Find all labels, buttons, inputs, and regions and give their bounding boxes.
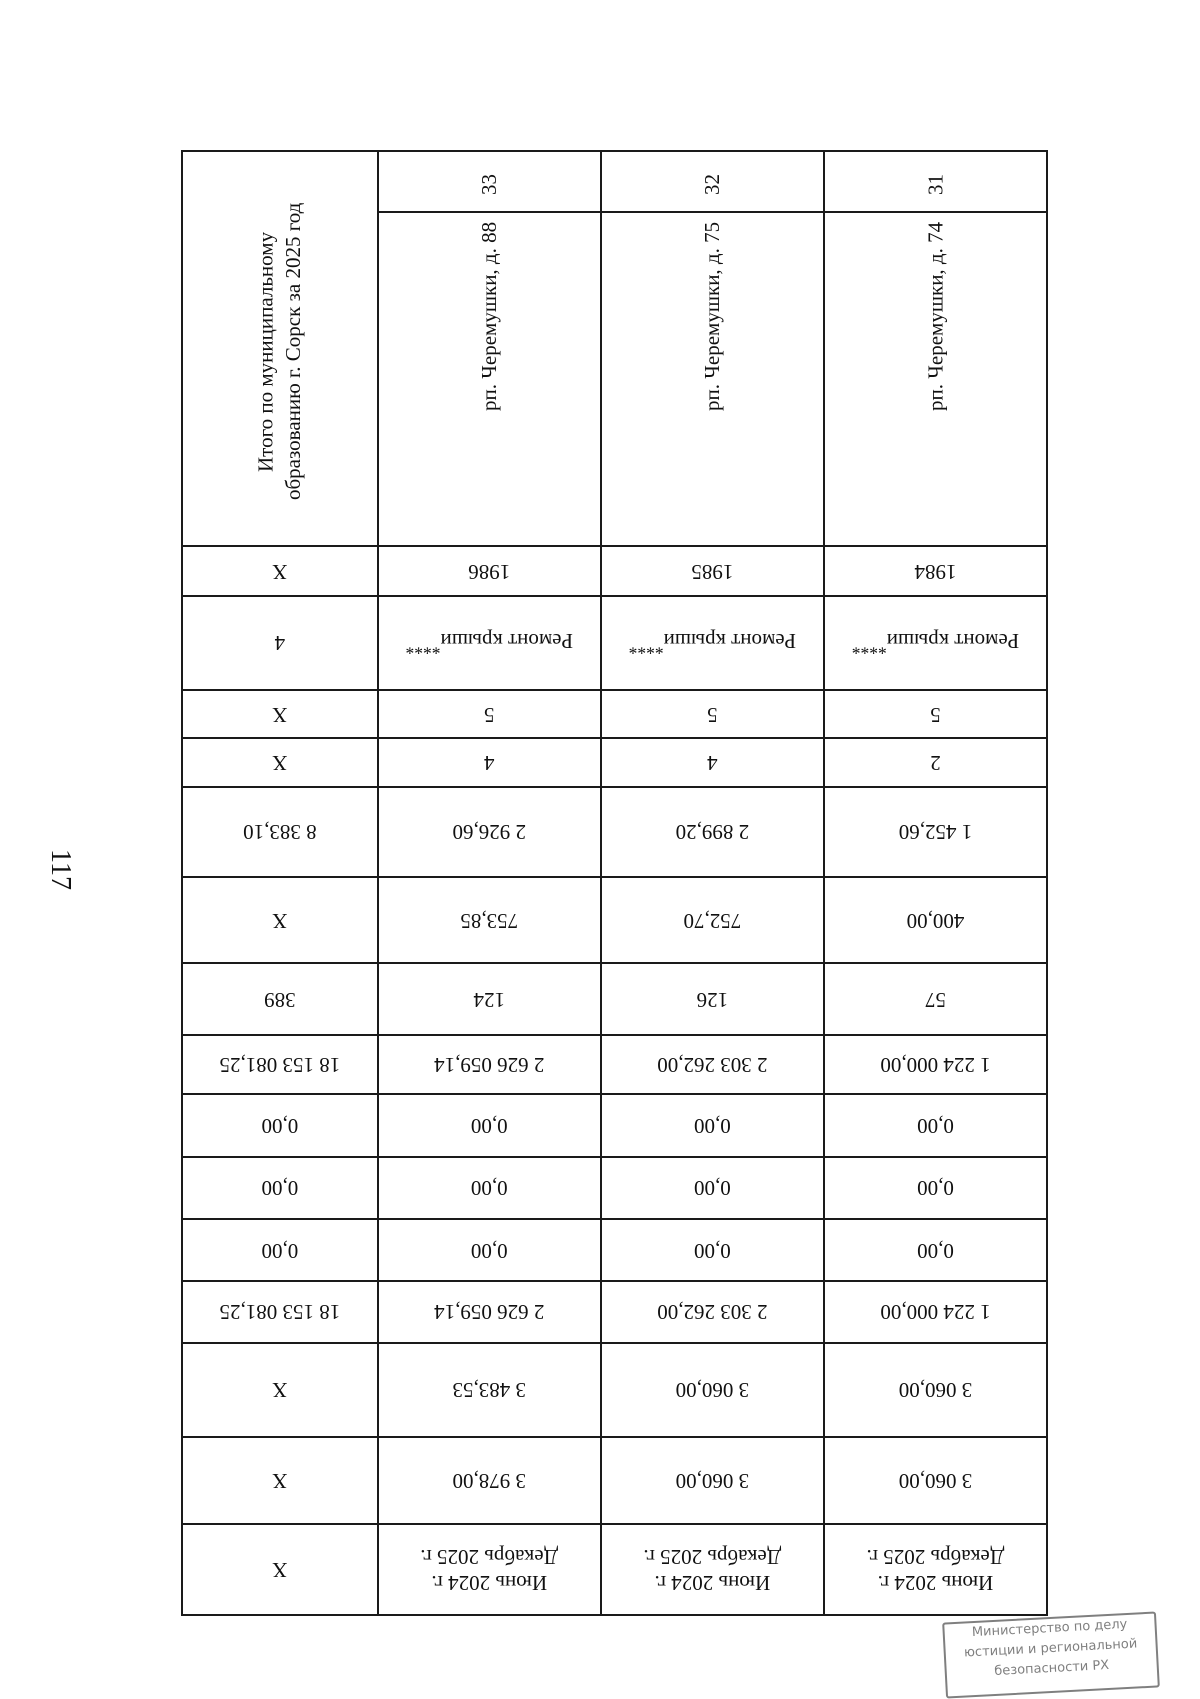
total-fund-regional-budget: 0,00: [261, 1113, 299, 1138]
row-32-residents-cell: [601, 963, 824, 1035]
total-limit-cost: X: [272, 1468, 288, 1493]
table-row-cost-total: [182, 1035, 1047, 1094]
row-31-cost-total-cell: [824, 1035, 1047, 1094]
table-row-work-type: [182, 596, 1047, 690]
total-unit-cost: X: [272, 1378, 288, 1403]
row-33-fund-regional-operator: 2 626 059,14: [434, 1300, 545, 1325]
table-row-fund-owners: [182, 1219, 1047, 1281]
total-cost-total: 18 153 081,25: [219, 1053, 341, 1078]
row-33-area-living: 753,85: [460, 908, 519, 933]
row-33-work-footnote-mark: ****: [405, 637, 441, 658]
row-31-entrances: 2: [930, 751, 941, 776]
total-fund-owners-cell: [182, 1219, 378, 1281]
row-33-residents: 124: [473, 987, 505, 1012]
row-32-entrances-cell: [601, 738, 824, 787]
row-31-period-cell: [824, 1524, 1047, 1615]
row-32-period-cell: [601, 1524, 824, 1615]
row-32-limit-cost-cell: [601, 1437, 824, 1525]
row-33-floors-cell: [378, 690, 601, 739]
total-unit-cost-cell: [182, 1343, 378, 1437]
row-31-address-cell: [824, 212, 1047, 546]
total-fund-regional-operator-cell: [182, 1281, 378, 1342]
table-row-residents: [182, 963, 1047, 1035]
row-31-limit-cost: 3 060,00: [898, 1468, 973, 1493]
row-33-fund-regional-budget: 0,00: [470, 1113, 508, 1138]
row-31-fund-owners-cell: [824, 1219, 1047, 1281]
row-32-fund-regional-budget-cell: [601, 1094, 824, 1156]
row-33-build-year: 1986: [468, 559, 511, 584]
total-area-total: 8 383,10: [243, 820, 317, 845]
total-floors: X: [272, 702, 288, 727]
total-area-living-cell: [182, 877, 378, 964]
row-33-address: рп. Черемушки, д. 88: [477, 221, 502, 411]
row-31-unit-cost: 3 060,00: [898, 1378, 973, 1403]
row-31-work-footnote-mark: ****: [851, 637, 887, 658]
row-32-work-type-cell: [601, 596, 824, 690]
total-label: Итого по муниципальному образованию г. Сорск за 2025 год: [253, 202, 305, 501]
row-33-address-cell: [378, 212, 601, 546]
row-31-residents-cell: [824, 963, 1047, 1035]
row-33-area-living-cell: [378, 877, 601, 964]
row-32-floors: 5: [707, 702, 718, 727]
total-cost-total-cell: [182, 1035, 378, 1094]
row-33-entrances: 4: [483, 751, 495, 776]
row-33-period: Июнь 2024 г. Декабрь 2025 г.: [420, 1544, 559, 1595]
row-31-number-cell: [824, 151, 1047, 212]
row-32-work-footnote-mark: ****: [628, 637, 664, 658]
row-31-build-year-cell: [824, 546, 1047, 596]
total-floors-cell: [182, 690, 378, 739]
row-32-fund-local-budget-cell: [601, 1157, 824, 1219]
row-31-area-total: 1 452,60: [898, 820, 973, 845]
total-fund-owners: 0,00: [261, 1238, 299, 1263]
row-31-floors-cell: [824, 690, 1047, 739]
total-label-cell: [182, 151, 378, 546]
repair-plan-table-rotated: [181, 150, 1048, 1616]
total-residents: 389: [264, 987, 296, 1012]
row-32-limit-cost: 3 060,00: [675, 1468, 750, 1493]
table-row-fund-regional-budget: [182, 1094, 1047, 1156]
row-32-period: Июнь 2024 г. Декабрь 2025 г.: [643, 1544, 782, 1595]
total-area-total-cell: [182, 787, 378, 877]
total-fund-local-budget-cell: [182, 1157, 378, 1219]
row-31-floors: 5: [930, 702, 941, 727]
row-31-limit-cost-cell: [824, 1437, 1047, 1525]
row-33-fund-regional-budget-cell: [378, 1094, 601, 1156]
row-32-number-cell: [601, 151, 824, 212]
row-33-number: 33: [477, 174, 502, 196]
row-33-fund-local-budget-cell: [378, 1157, 601, 1219]
row-31-fund-regional-budget: 0,00: [917, 1113, 954, 1138]
row-32-floors-cell: [601, 690, 824, 739]
total-fund-regional-operator: 18 153 081,25: [219, 1300, 341, 1325]
total-limit-cost-cell: [182, 1437, 378, 1525]
total-area-living: X: [272, 908, 288, 933]
row-31-area-total-cell: [824, 787, 1047, 877]
row-33-limit-cost: 3 978,00: [452, 1468, 526, 1493]
row-32-unit-cost-cell: [601, 1343, 824, 1437]
table-row-period: [182, 1524, 1047, 1615]
row-32-fund-local-budget: 0,00: [693, 1176, 731, 1201]
row-33-fund-regional-operator-cell: [378, 1281, 601, 1342]
row-33-work-type: Ремонт крыши****: [405, 628, 573, 658]
table-row-area-total: [182, 787, 1047, 877]
row-32-cost-total: 2 303 262,00: [657, 1053, 768, 1078]
row-32-address: рп. Черемушки, д. 75: [700, 221, 725, 411]
repair-plan-table-frame: [181, 150, 1048, 1616]
table-row-unit-cost: [182, 1343, 1047, 1437]
total-build-year: X: [272, 559, 288, 584]
table-row-fund-regional-operator: [182, 1281, 1047, 1342]
row-33-build-year-cell: [378, 546, 601, 596]
row-32-residents: 126: [696, 987, 729, 1012]
row-31-area-living: 400,00: [906, 908, 965, 933]
row-31-area-living-cell: [824, 877, 1047, 964]
registration-stamp: [942, 1611, 1160, 1698]
row-33-cost-total-cell: [378, 1035, 601, 1094]
row-33-fund-owners-cell: [378, 1219, 601, 1281]
row-32-address-cell: [601, 212, 824, 546]
row-32-fund-regional-operator-cell: [601, 1281, 824, 1342]
row-32-fund-owners-cell: [601, 1219, 824, 1281]
table-row-area-living: [182, 877, 1047, 964]
row-32-area-living: 752,70: [683, 908, 742, 933]
table-row-limit-cost: [182, 1437, 1047, 1525]
row-31-period: Июнь 2024 г. Декабрь 2025 г.: [866, 1544, 1005, 1595]
row-31-residents: 57: [924, 987, 946, 1012]
total-residents-cell: [182, 963, 378, 1035]
table-row-entrances: [182, 738, 1047, 787]
row-31-work-type-cell: [824, 596, 1047, 690]
row-32-build-year: 1985: [691, 559, 734, 584]
row-33-number-cell: [378, 151, 601, 212]
row-33-unit-cost: 3 483,53: [452, 1378, 526, 1403]
row-32-cost-total-cell: [601, 1035, 824, 1094]
row-32-area-total: 2 899,20: [675, 820, 750, 845]
repair-plan-table: [181, 150, 1048, 1616]
row-33-unit-cost-cell: [378, 1343, 601, 1437]
row-31-fund-local-budget-cell: [824, 1157, 1047, 1219]
total-fund-regional-budget-cell: [182, 1094, 378, 1156]
row-33-area-total: 2 926,60: [452, 820, 526, 845]
total-build-year-cell: [182, 546, 378, 596]
row-32-fund-owners: 0,00: [693, 1238, 731, 1263]
page-number: 117: [45, 849, 76, 890]
row-31-fund-regional-operator-cell: [824, 1281, 1047, 1342]
stamp-line-2: юстиции и региональной: [963, 1636, 1138, 1661]
row-31-fund-owners: 0,00: [917, 1238, 954, 1263]
row-33-residents-cell: [378, 963, 601, 1035]
row-32-area-total-cell: [601, 787, 824, 877]
row-33-floors: 5: [483, 702, 495, 727]
row-33-fund-local-budget: 0,00: [470, 1176, 508, 1201]
row-33-cost-total: 2 626 059,14: [434, 1053, 545, 1078]
table-row-floors: [182, 690, 1047, 739]
total-work-type-cell: [182, 596, 378, 690]
total-fund-local-budget: 0,00: [261, 1176, 299, 1201]
stamp-line-1: Министерство по делу: [971, 1616, 1128, 1641]
row-31-unit-cost-cell: [824, 1343, 1047, 1437]
table-row-fund-local-budget: [182, 1157, 1047, 1219]
row-32-number: 32: [700, 174, 725, 196]
total-work-type: 4: [274, 631, 286, 656]
total-period-cell: [182, 1524, 378, 1615]
total-entrances-cell: [182, 738, 378, 787]
table-row-build-year: [182, 546, 1047, 596]
row-33-work-type-cell: [378, 596, 601, 690]
row-31-entrances-cell: [824, 738, 1047, 787]
row-33-limit-cost-cell: [378, 1437, 601, 1525]
row-32-fund-regional-budget: 0,00: [693, 1113, 731, 1138]
row-33-period-cell: [378, 1524, 601, 1615]
row-32-build-year-cell: [601, 546, 824, 596]
row-31-work-type: Ремонт крыши****: [851, 628, 1020, 658]
row-31-fund-regional-operator: 1 224 000,00: [880, 1300, 991, 1325]
row-33-area-total-cell: [378, 787, 601, 877]
row-33-entrances-cell: [378, 738, 601, 787]
row-31-cost-total: 1 224 000,00: [880, 1053, 991, 1078]
row-32-entrances: 4: [707, 751, 718, 776]
total-entrances: X: [272, 751, 288, 776]
total-period: X: [272, 1558, 288, 1583]
stamp-line-3: безопасности РХ: [993, 1657, 1110, 1679]
row-33-fund-owners: 0,00: [470, 1238, 508, 1263]
row-32-unit-cost: 3 060,00: [675, 1378, 750, 1403]
row-31-fund-local-budget: 0,00: [917, 1176, 954, 1201]
row-32-work-type: Ремонт крыши****: [628, 628, 797, 658]
row-31-build-year: 1984: [914, 559, 957, 584]
row-31-address: рп. Черемушки, д. 74: [923, 221, 948, 411]
row-31-number: 31: [923, 174, 948, 196]
row-32-fund-regional-operator: 2 303 262,00: [657, 1300, 768, 1325]
row-32-area-living-cell: [601, 877, 824, 964]
row-31-fund-regional-budget-cell: [824, 1094, 1047, 1156]
